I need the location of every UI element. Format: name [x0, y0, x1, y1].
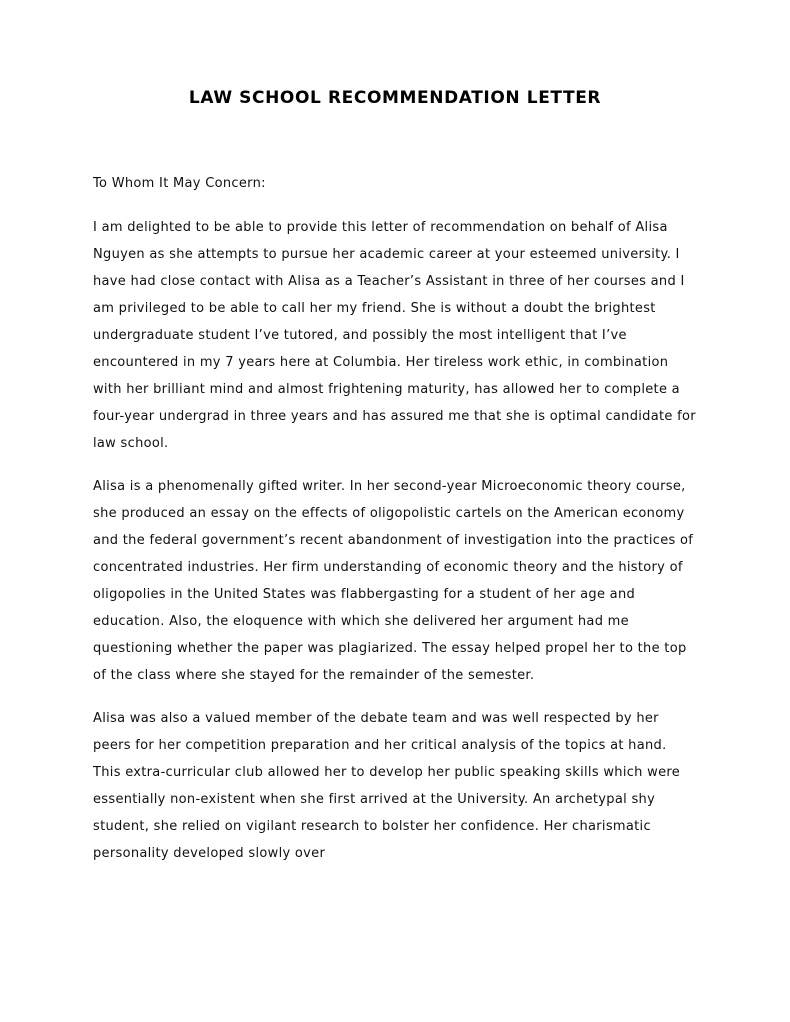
salutation-line: To Whom It May Concern: [93, 176, 266, 191]
body-paragraph-3: Alisa was also a valued member of the debate team and was well respected by her peers for her competition preparation and her critical analysis of the topics at hand. This extra-curricular club allowed her to develop her public speaking skills which were essentially non-existent when she first arrived at the University. An archetypal shy student, she relied on vigilant research to bolster her confidence. Her charismatic personality developed slowly over [93, 711, 681, 861]
body-paragraph-1: I am delighted to be able to provide this letter of recommendation on behalf of Alisa Nguyen as she attempts to pursue her academic career at your esteemed university. I have had close contact with Alisa as a Teacher’s Assistant in three of her courses and I am privileged to be able to call her my friend. She is without a doubt the brightest undergraduate student I’ve tutored, and possibly the most intelligent that I’ve encountered in my 7 years here at Columbia. Her tireless work ethic, in combination with her brilliant mind and almost frightening maturity, has allowed her to complete a four-year undergrad in three years and has assured me that she is optimal candidate for law school. [93, 220, 696, 451]
document-title: LAW SCHOOL RECOMMENDATION LETTER [188, 88, 602, 108]
body-paragraph-2: Alisa is a phenomenally gifted writer. In her second-year Microeconomic theory course, she produced an essay on the effects of oligopolistic cartels on the American economy and the federal government’s recent abandonment of investigation into the practices of concentrated industries. Her firm understanding of economic theory and the history of oligopolies in the United States was flabbergasting for a student of her age and education. Also, the eloquence with which she delivered her argument had me questioning whether the paper was plagiarized. The essay helped propel her to the top of the class where she stayed for the remainder of the semester. [93, 479, 694, 683]
